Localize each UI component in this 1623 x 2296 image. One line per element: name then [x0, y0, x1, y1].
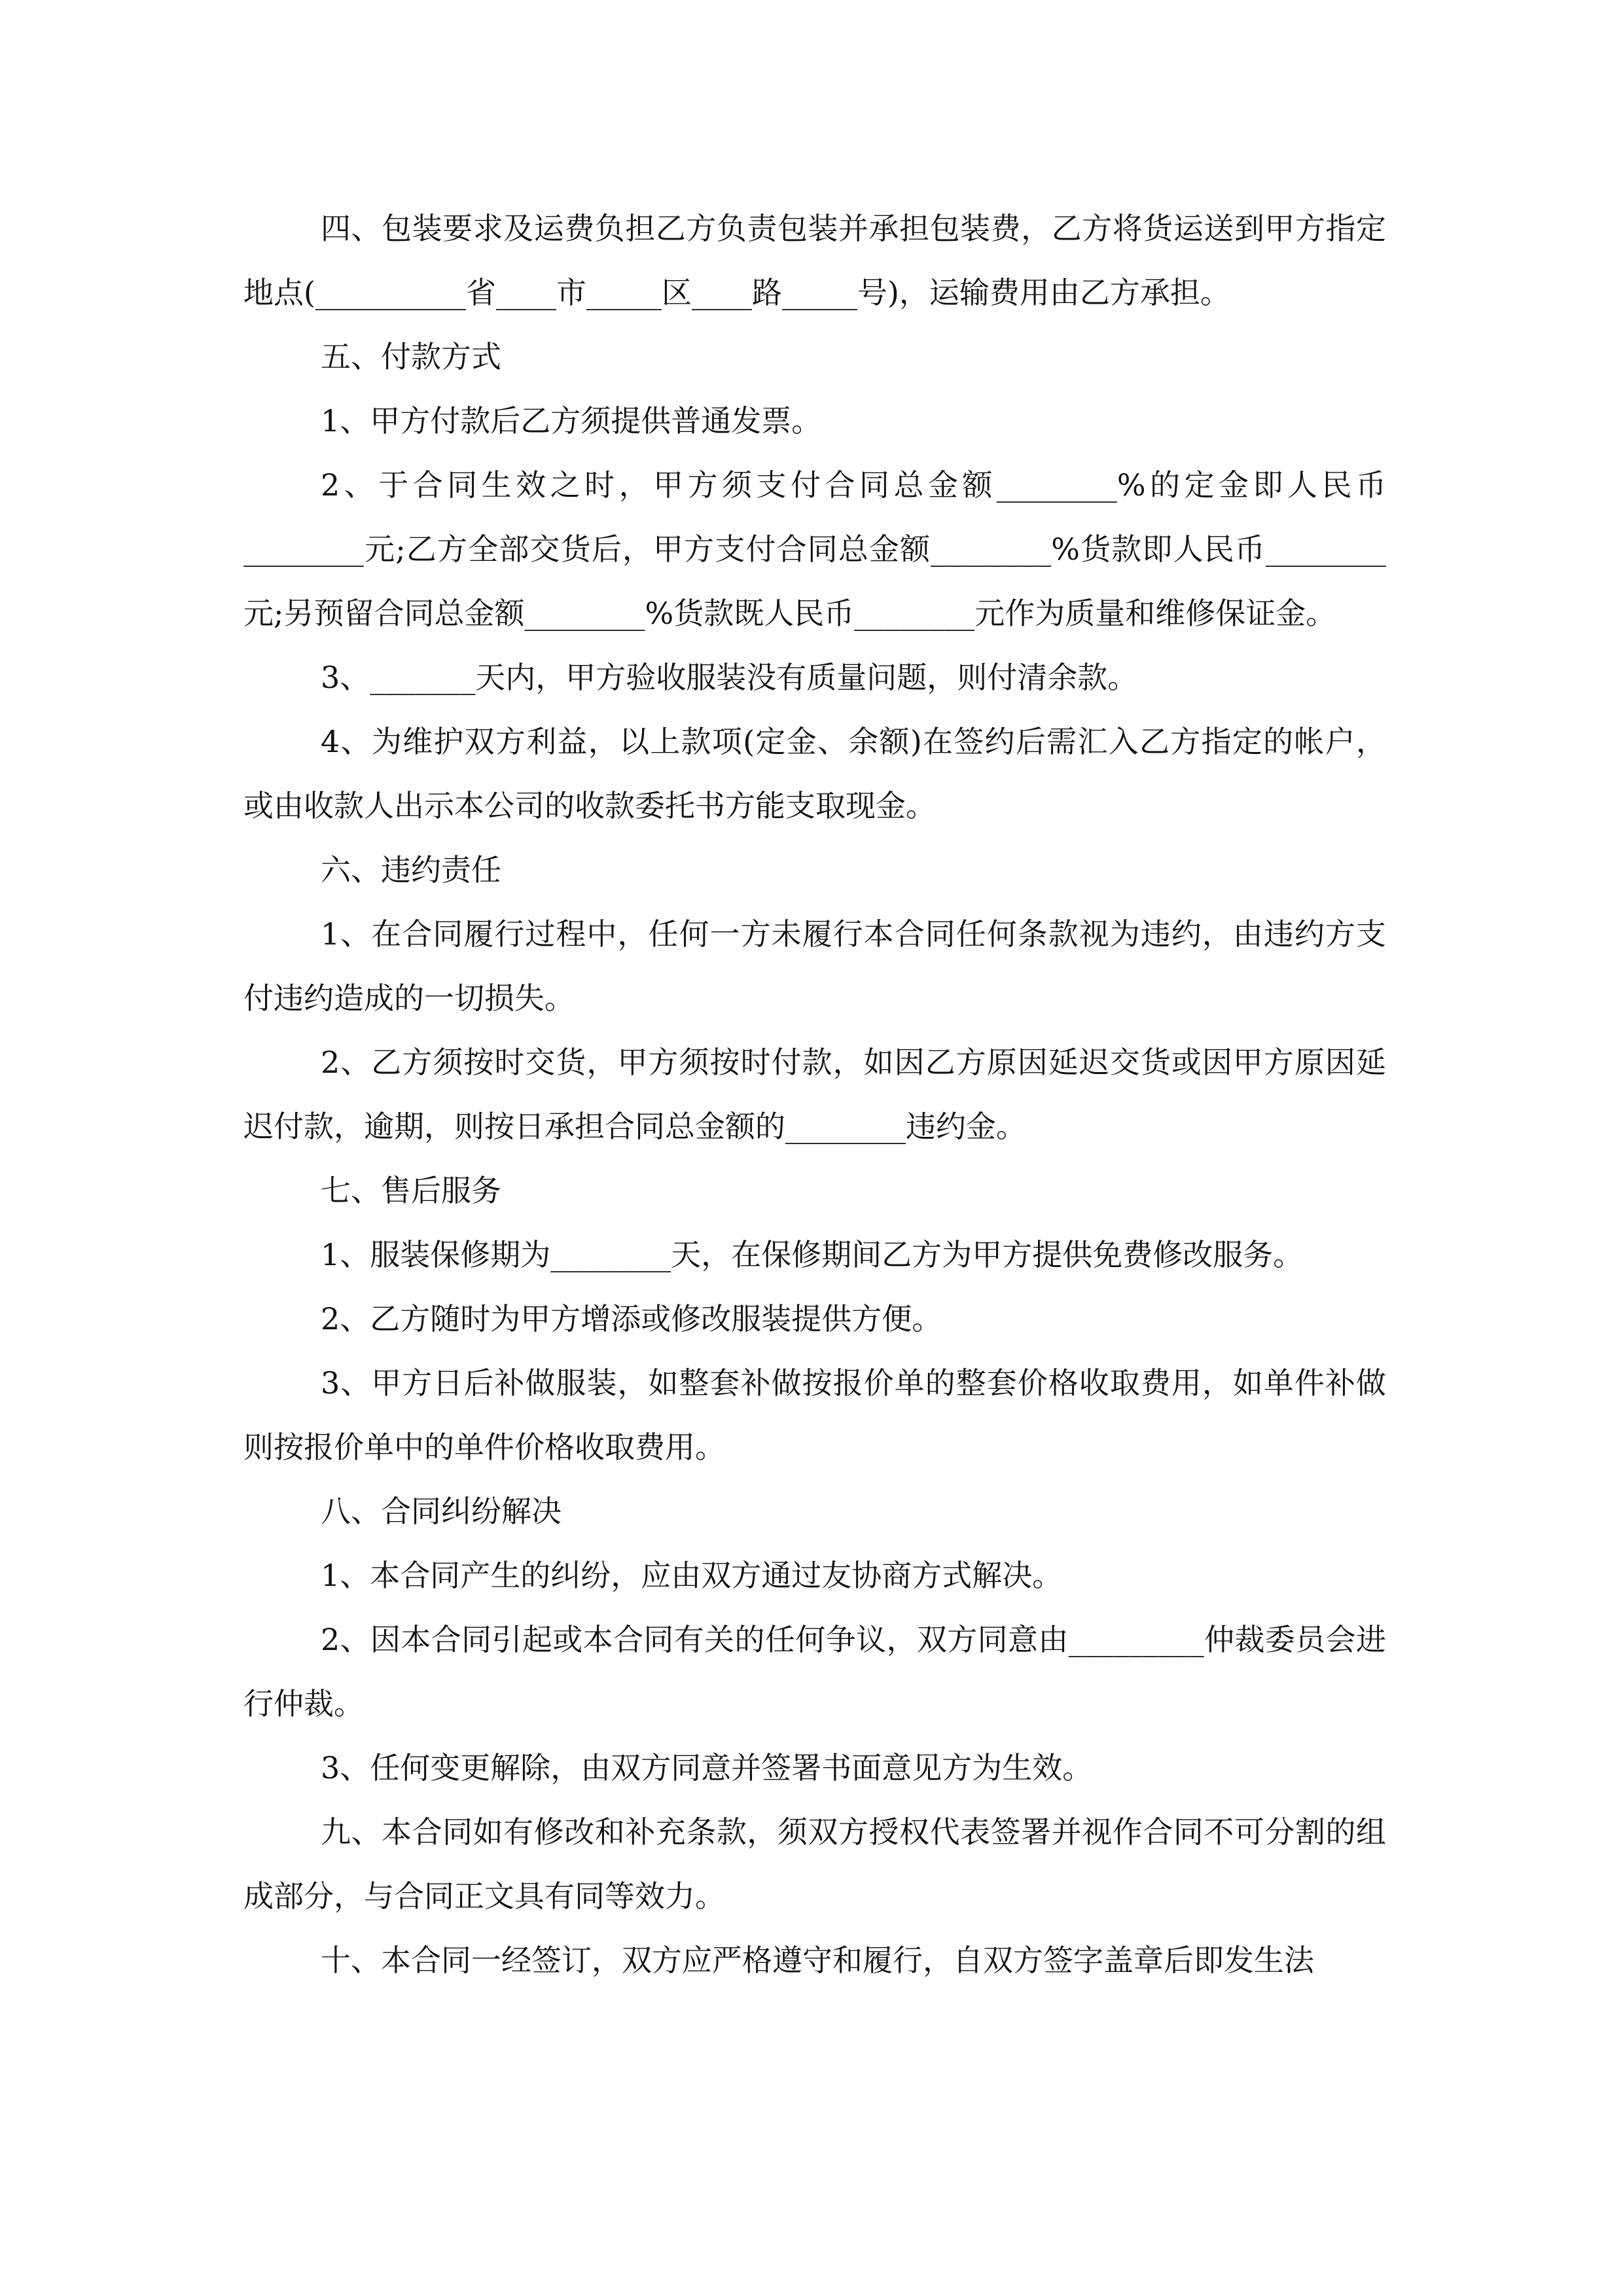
heading-5-payment: 五、付款方式	[321, 339, 501, 374]
clause-5-1: 1、甲方付款后乙方须提供普通发票。	[321, 403, 822, 439]
clause-4-packaging: 四、包装要求及运费负担乙方负责包装并承担包装费，乙方将货运送到甲方指定地点(__________省____市_____区____路_____号)，运输费用由乙方承担。	[243, 211, 1386, 310]
clause-8-2: 2、因本合同引起或本合同有关的任何争议，双方同意由_________仲裁委员会进行仲裁。	[243, 1622, 1386, 1721]
clause-5-3: 3、_______天内，甲方验收服装没有质量问题，则付清余款。	[321, 660, 1138, 695]
clause-6-2: 2、乙方须按时交货，甲方须按时付款，如因乙方原因延迟交货或因甲方原因延迟付款，逾期，则按日承担合同总金额的________违约金。	[243, 1045, 1386, 1144]
heading-8-disputes: 八、合同纠纷解决	[321, 1494, 562, 1529]
clause-9-amendments: 九、本合同如有修改和补充条款，须双方授权代表签署并视作合同不可分割的组成部分，与合同正文具有同等效力。	[243, 1814, 1386, 1914]
clause-8-3: 3、任何变更解除，由双方同意并签署书面意见方为生效。	[321, 1750, 1093, 1785]
clause-8-1: 1、本合同产生的纠纷，应由双方通过友协商方式解决。	[321, 1558, 1063, 1593]
contract-body	[243, 196, 1386, 1992]
clause-5-2: 2、于合同生效之时，甲方须支付合同总金额________%的定金即人民币________元;乙方全部交货后，甲方支付合同总金额________%货款即人民币________元;另预留合同总金额________%货款既人民币________元作为质量和维修保证金。	[243, 467, 1386, 631]
clause-5-4: 4、为维护双方利益，以上款项(定金、余额)在签约后需汇入乙方指定的帐户，或由收款人出示本公司的收款委托书方能支取现金。	[243, 724, 1386, 823]
heading-7-after-sales: 七、售后服务	[321, 1173, 501, 1208]
clause-10-effect: 十、本合同一经签订，双方应严格遵守和履行，自双方签字盖章后即发生法	[321, 1943, 1314, 1978]
clause-7-3: 3、甲方日后补做服装，如整套补做按报价单的整套价格收取费用，如单件补做则按报价单中的单件价格收取费用。	[243, 1365, 1386, 1465]
clause-6-1: 1、在合同履行过程中，任何一方未履行本合同任何条款视为违约，由违约方支付违约造成的一切损失。	[243, 916, 1386, 1016]
clause-7-2: 2、乙方随时为甲方增添或修改服装提供方便。	[321, 1301, 942, 1336]
heading-6-liability: 六、违约责任	[321, 852, 501, 888]
clause-7-1: 1、服装保修期为________天，在保修期间乙方为甲方提供免费修改服务。	[321, 1237, 1304, 1272]
